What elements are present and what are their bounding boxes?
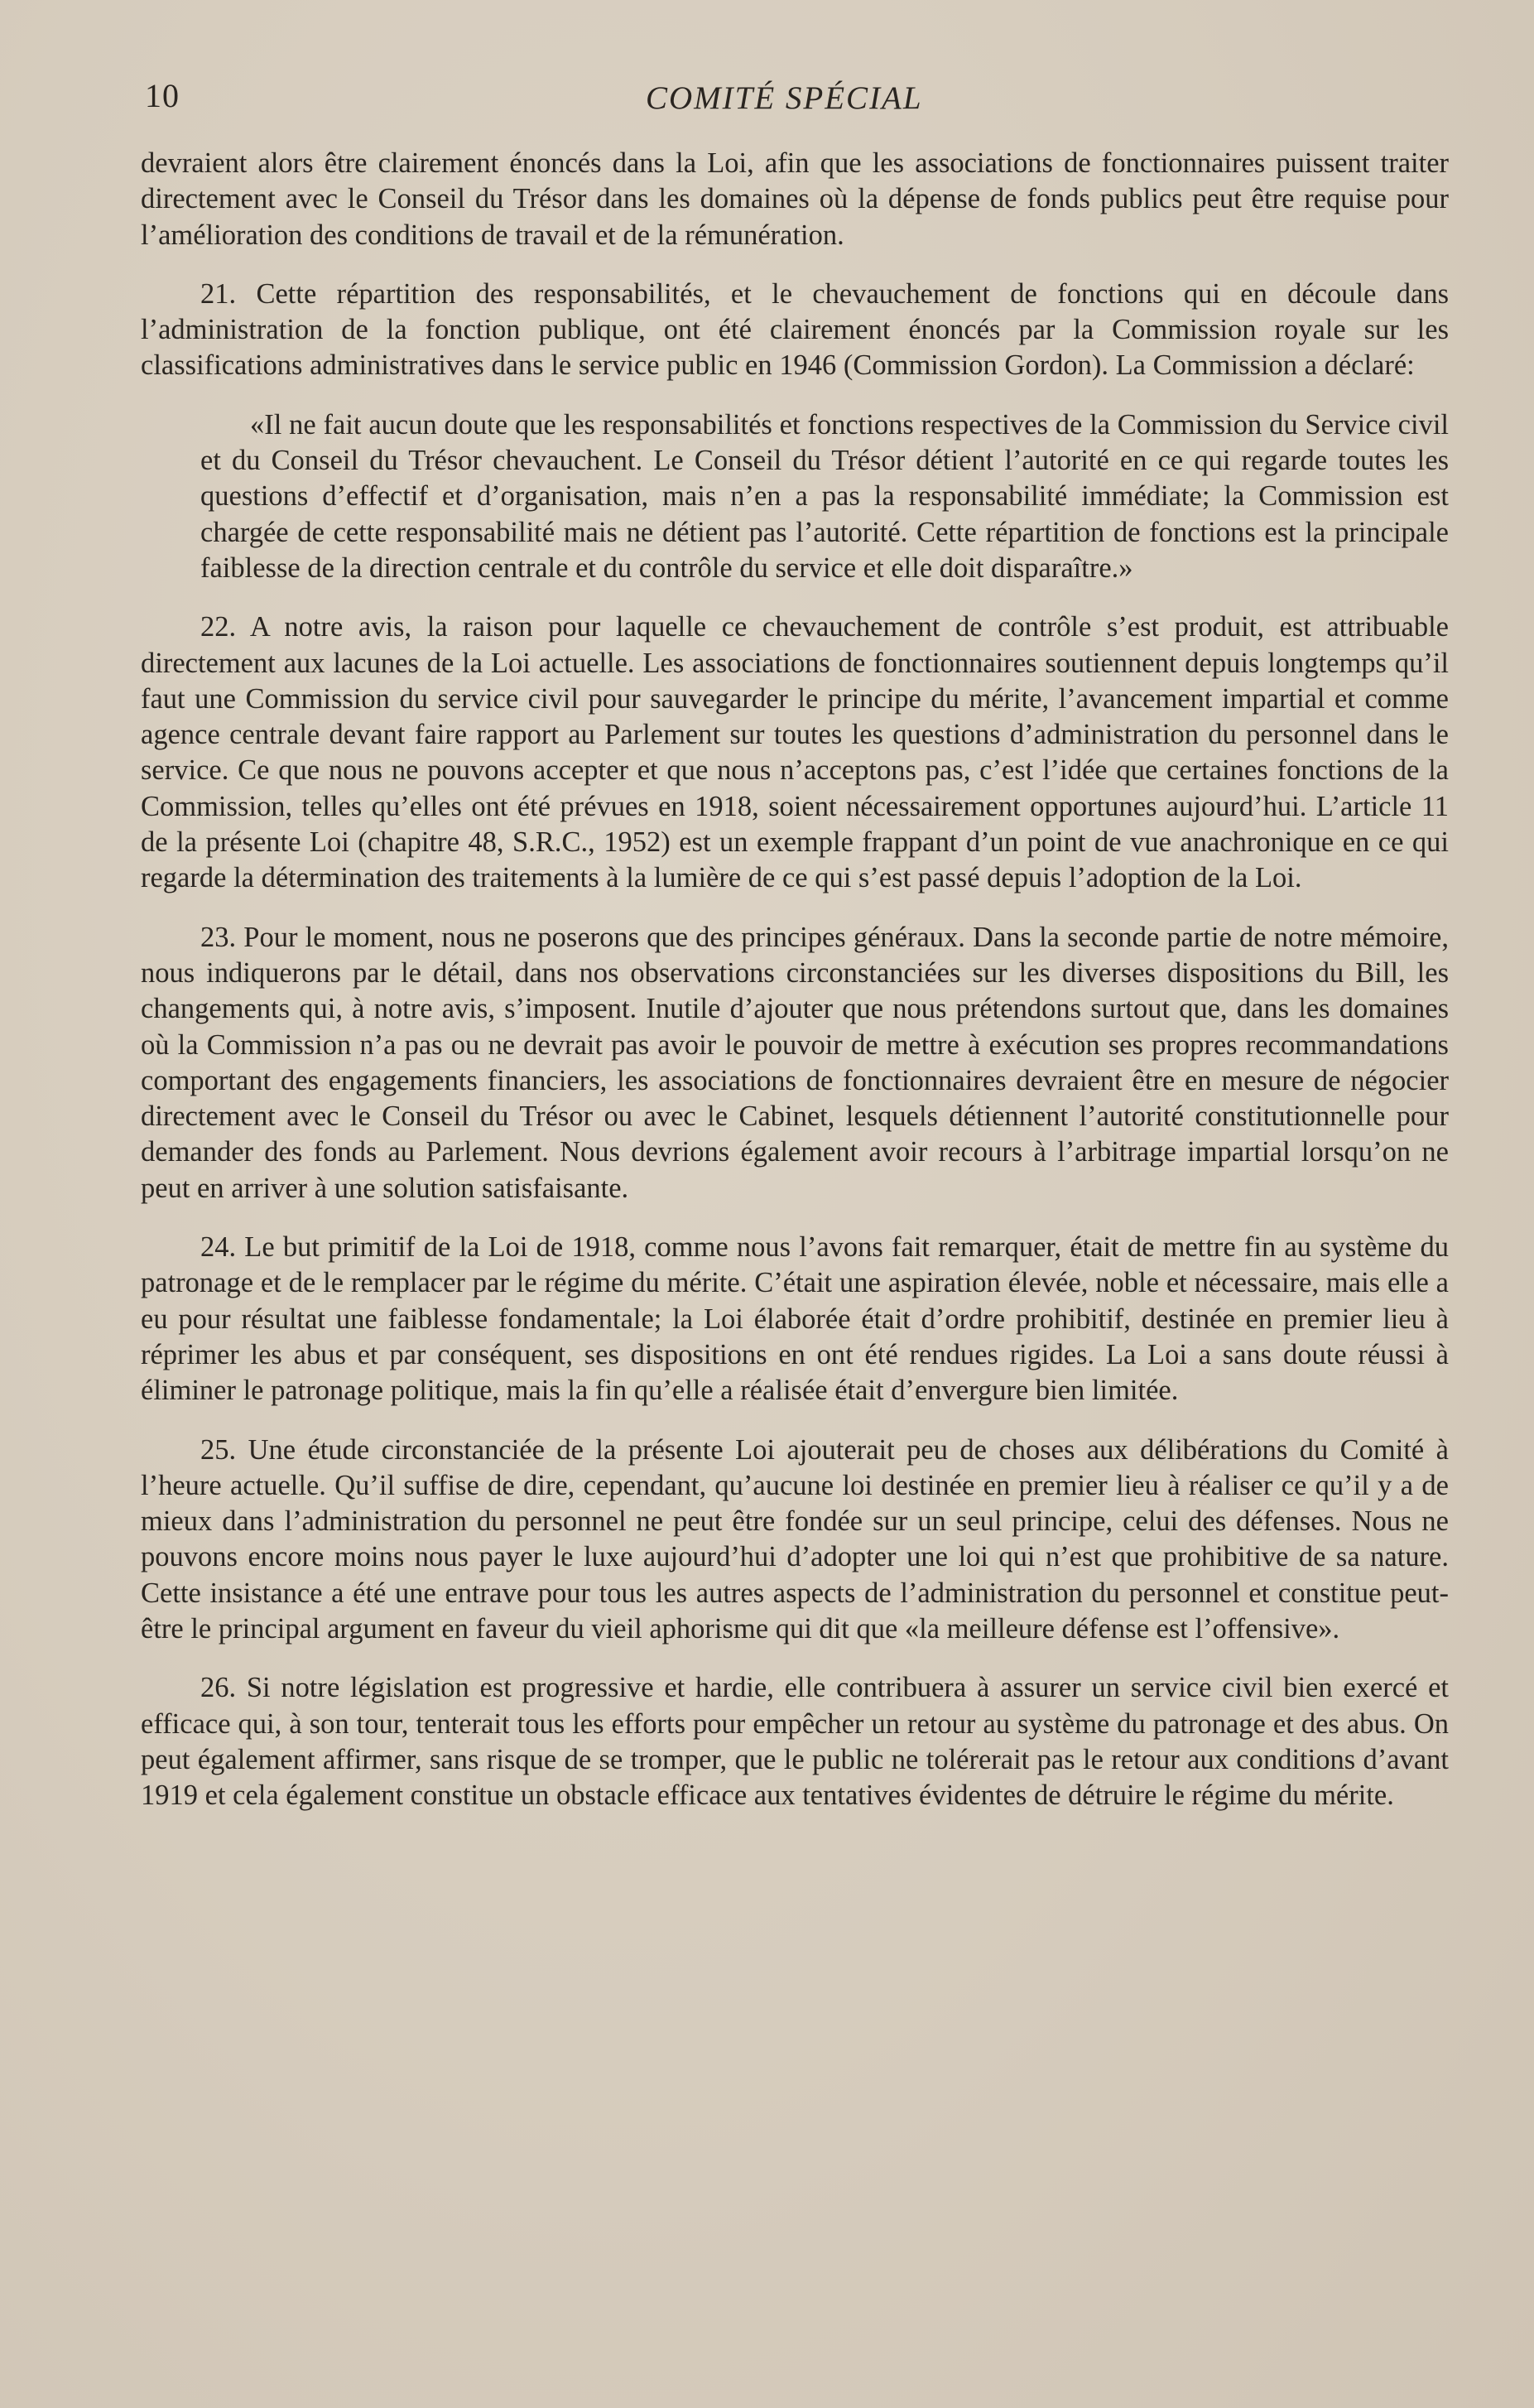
paragraph-23: 23. Pour le moment, nous ne poserons que des principes généraux. Dans la seconde partie de notre mémoire, nous indiquerons par le détail, dans nos observations circonstanciées sur les diverses dispositions du Bill, les changements qui, à notre avis, s’imposent. Inutile d’ajouter que nous prétendons surtout que, dans les domaines où la Commission n’a pas ou ne devrait pas avoir le pouvoir de mettre à exécution ses propres recommandations comportant des engagements financiers, les associations de fonctionnaires devraient être en mesure de négocier directement avec le Conseil du Trésor ou avec le Cabinet, lesquels détiennent l’autorité constitutionnelle pour demander des fonds au Parlement. Nous devrions également avoir recours à l’arbitrage impartial lorsqu’on ne peut en arriver à une solution satisfaisante.: [141, 921, 1449, 1204]
quotation-gordon-commission: «Il ne fait aucun doute que les responsabilités et fonctions respectives de la Commission du Service civil et du Conseil du Trésor chevauchent. Le Conseil du Trésor détient l’autorité en ce qui regarde toutes les questions d’effectif et d’organisation, mais n’en a pas la responsabilité immédiate; la Commission est chargée de cette responsabilité mais ne détient pas l’autorité. Cette répartition de fonctions est la principale faiblesse de la direction centrale et du contrôle du service et elle doit disparaître.»: [200, 408, 1449, 584]
paragraph-continuation: devraient alors être clairement énoncés dans la Loi, afin que les associations de fonctionnaires puissent traiter directement avec le Conseil du Trésor dans les domaines où la dépense de fonds publics peut être requise pour l’amélioration des conditions de travail et de la rémunération.: [141, 147, 1449, 251]
page-header: [145, 76, 1461, 126]
paragraph-21: 21. Cette répartition des responsabilités, et le chevauchement de fonctions qui en découle dans l’administration de la fonction publique, ont été clairement énoncés par la Commission royale sur les classifications administratives dans le service public en 1946 (Commission Gordon). La Commission a déclaré:: [141, 277, 1449, 382]
paragraph-25: 25. Une étude circonstanciée de la présente Loi ajouterait peu de choses aux délibérations du Comité à l’heure actuelle. Qu’il suffise de dire, cependant, qu’aucune loi destinée en premier lieu à réaliser ce qu’il y a de mieux dans l’administration du personnel ne peut être fondée sur un seul principe, celui des défenses. Nous ne pouvons encore moins nous payer le luxe aujourd’hui d’adopter une loi qui n’est que prohibitive de sa nature. Cette insistance a été une entrave pour tous les autres aspects de l’administration du personnel et constitue peut-être le principal argument en faveur du vieil aphorisme qui dit que «la meilleure défense est l’offensive».: [141, 1433, 1449, 1645]
body-text: [141, 146, 1449, 1837]
running-title: COMITÉ SPÉCIAL: [646, 80, 923, 116]
paragraph-24: 24. Le but primitif de la Loi de 1918, comme nous l’avons fait remarquer, était de mettre fin au système du patronage et de le remplacer par le régime du mérite. C’était une aspiration élevée, noble et nécessaire, mais elle a eu pour résultat une faiblesse fondamentale; la Loi élaborée était d’ordre prohibitif, destinée en premier lieu à réprimer les abus et par conséquent, ses dispositions en ont été rendues rigides. La Loi a sans doute réussi à éliminer le patronage politique, mais la fin qu’elle a réalisée était d’envergure bien limitée.: [141, 1231, 1449, 1407]
paragraph-26: 26. Si notre législation est progressive et hardie, elle contribuera à assurer un service civil bien exercé et efficace qui, à son tour, tenterait tous les efforts pour empêcher un retour au système du patronage et des abus. On peut également affirmer, sans risque de se tromper, que le public ne tolérerait pas le retour aux conditions d’avant 1919 et cela également constitue un obstacle efficace aux tentatives évidentes de détruire le régime du mérite.: [141, 1672, 1449, 1812]
paragraph-22: 22. A notre avis, la raison pour laquelle ce chevauchement de contrôle s’est produit, est attribuable directement aux lacunes de la Loi actuelle. Les associations de fonctionnaires soutiennent depuis longtemps qu’il faut une Commission du service civil pour sauvegarder le principe du mérite, l’avancement impartial et comme agence centrale devant faire rapport au Parlement sur toutes les questions d’administration du personnel dans le service. Ce que nous ne pouvons accepter et que nous n’acceptons pas, c’est l’idée que certaines fonctions de la Commission, telles qu’elles ont été prévues en 1918, soient nécessairement opportunes aujourd’hui. L’article 11 de la présente Loi (chapitre 48, S.R.C., 1952) est un exemple frappant d’un point de vue anachronique en ce qui regarde la détermination des traitements à la lumière de ce qui s’est passé depuis l’adoption de la Loi.: [141, 611, 1449, 894]
page-number: 10: [145, 77, 180, 114]
